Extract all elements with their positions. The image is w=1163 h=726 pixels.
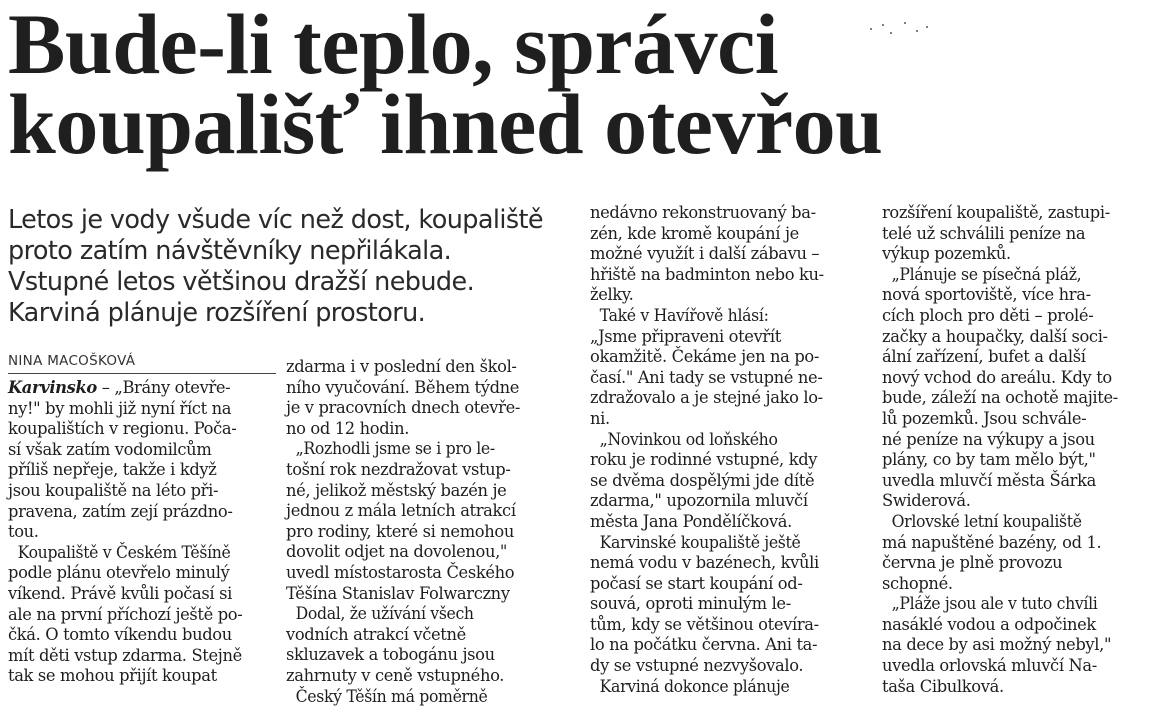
text-line: roku je rodinné vstupné, kdy [590, 450, 818, 470]
headline-line: koupališť ihned otevřou [8, 76, 883, 172]
text-line: né, jelikož městský bazén je [286, 480, 507, 500]
text-line: plány, co by tam mělo být," [882, 450, 1096, 470]
text-line: Koupaliště v Českém Těšíně [17, 542, 231, 562]
text-line: uvedl místostarosta Českého [286, 562, 515, 582]
text-line: né peníze na výkupy a jsou [882, 429, 1095, 449]
text-line: tou. [8, 522, 39, 542]
text-line: jsou koupaliště na léto při- [8, 480, 219, 500]
text-line: ni. [590, 408, 610, 428]
text-line: výkup pozemků. [882, 244, 1011, 264]
headline [8, 0, 1158, 172]
text-line: zén, kde kromě koupání je [590, 223, 799, 243]
text-line: nedávno rekonstruovaný ba- [590, 203, 816, 222]
text-line: ny!" by mohli již nyní říct na [8, 398, 232, 418]
text-line: telé už schválili peníze na [882, 223, 1086, 243]
text-line: schopné. [882, 573, 953, 593]
text-line: možné využít i další zábavu – [590, 244, 820, 264]
author-byline: NINA MACOŠKOVÁ [8, 353, 276, 374]
text-line: taša Cibulková. [882, 676, 1004, 696]
text-line: ale na první příchozí ještě po- [8, 604, 243, 624]
article-column-1 [8, 378, 280, 687]
text-line: nemá vodu v bazénech, kvůli [590, 553, 819, 573]
text-line: hřiště na badminton nebo ku- [590, 264, 824, 284]
text-line: jednou z mála letních atrakcí [286, 501, 516, 521]
text-line: koupalištích v regionu. Poča- [8, 419, 237, 439]
text-line: „Plánuje se písečná pláž, [891, 264, 1082, 284]
text-line: čká. O tomto víkendu budou [8, 625, 232, 645]
text-line: Dodal, že užívání všech [295, 604, 474, 624]
text-line: tům, kdy se většinou otevíra- [590, 614, 819, 634]
scan-speckles [868, 20, 938, 50]
text-line: no od 12 hodin. [286, 418, 410, 438]
text-line: pravena, zatím zejí prázdno- [8, 501, 233, 521]
text-line: příliš nepřeje, takže i když [8, 460, 217, 480]
text-line: června je plně provozu [882, 553, 1063, 573]
article-column-3 [590, 203, 872, 697]
text-line: tak se mohou přijít koupat [8, 666, 217, 686]
text-line: zdarma i v poslední den škol- [286, 357, 517, 376]
text-line: na dece by asi možný nebyl," [882, 635, 1112, 655]
lead-paragraph [8, 205, 583, 329]
text-line: zdražovalo a je stejné jako lo- [590, 388, 823, 408]
text-line: „Jsme připraveni otevřít [590, 326, 781, 346]
text-line: bude, záleží na ochotě majite- [882, 388, 1118, 408]
text-line: ální zařízení, bufet a další [882, 347, 1086, 367]
text-line: dovolit odjet na dovolenou," [286, 542, 508, 562]
article-column-2 [286, 357, 566, 707]
text-line: okamžitě. Čekáme jen na po- [590, 347, 820, 367]
text-line: se dvěma dospělými jde dítě [590, 470, 815, 490]
text-line: uvedla orlovská mluvčí Na- [882, 656, 1097, 676]
text-line: Swiderová. [882, 491, 971, 511]
lead-line: Letos je vody všude víc než dost, koupaliště [8, 205, 544, 235]
dateline-place: Karvinsko [8, 378, 97, 397]
text-line: pro rodiny, které si nemohou [286, 521, 514, 541]
text-line: je v pracovních dnech otevře- [286, 398, 521, 418]
dateline-text: – „Brány otevře- [96, 378, 231, 397]
text-line: „Pláže jsou ale v tuto chvíli [891, 594, 1098, 614]
text-line: rozšíření koupaliště, zastupi- [882, 203, 1110, 222]
text-line: ního vyučování. Během týdne [286, 377, 520, 397]
text-line: nový vchod do areálu. Kdy to [882, 367, 1112, 387]
headline-line: Bude-li teplo, správci [8, 0, 779, 92]
text-line: sí však zatím vodomilcům [8, 439, 212, 459]
text-line: časí." Ani tady se vstupné ne- [590, 367, 823, 387]
text-line: tošní rok nezdražovat vstup- [286, 459, 511, 479]
text-line: podle plánu otevřelo minulý [8, 563, 230, 583]
text-line: Český Těšín má poměrně [295, 686, 488, 706]
text-line: Také v Havířově hlásí: [599, 305, 769, 325]
text-line: nová sportoviště, více hra- [882, 285, 1091, 305]
text-line: zdarma," upozornila mluvčí [590, 491, 808, 511]
text-line: cích ploch pro děti – prolé- [882, 305, 1094, 325]
text-line: lů pozemků. Jsou schvále- [882, 408, 1087, 428]
text-line: skluzavek a tobogánu jsou [286, 645, 495, 665]
text-line: Karviná dokonce plánuje [599, 676, 790, 696]
text-line: začky a houpačky, další soci- [882, 326, 1108, 346]
text-line: města Jana Pondělíčková. [590, 511, 792, 531]
text-line: Těšína Stanislav Folwarczny [286, 583, 510, 603]
text-line: „Rozhodli jsme se i pro le- [295, 439, 495, 459]
text-line: Orlovské letní koupaliště [891, 511, 1082, 531]
text-line: uvedla mluvčí města Šárka [882, 470, 1096, 490]
lead-line: proto zatím návštěvníky nepřilákala. [8, 236, 452, 266]
text-line: dy se vstupné nezvyšovalo. [590, 656, 804, 676]
text-line: „Novinkou od loňského [599, 429, 778, 449]
text-line: nasáklé vodou a odpočinek [882, 614, 1096, 634]
text-line [8, 378, 280, 399]
text-line: želky. [590, 285, 634, 305]
text-line: souvá, oproti minulým le- [590, 594, 791, 614]
text-line: vodních atrakcí včetně [286, 624, 466, 644]
text-line: má napuštěné bazény, od 1. [882, 532, 1102, 552]
text-line: počasí se start koupání od- [590, 573, 803, 593]
text-line: Karvinské koupaliště ještě [599, 532, 801, 552]
text-line: víkend. Právě kvůli počasí si [8, 583, 232, 603]
text-line: zahrnuty v ceně vstupného. [286, 665, 505, 685]
text-line: lo na počátku června. Ani ta- [590, 635, 818, 655]
article-column-4 [882, 203, 1157, 697]
lead-line: Vstupné letos většinou dražší nebude. [8, 267, 475, 297]
lead-line: Karviná plánuje rozšíření prostoru. [8, 298, 426, 328]
text-line: mít děti vstup zdarma. Stejně [8, 645, 242, 665]
